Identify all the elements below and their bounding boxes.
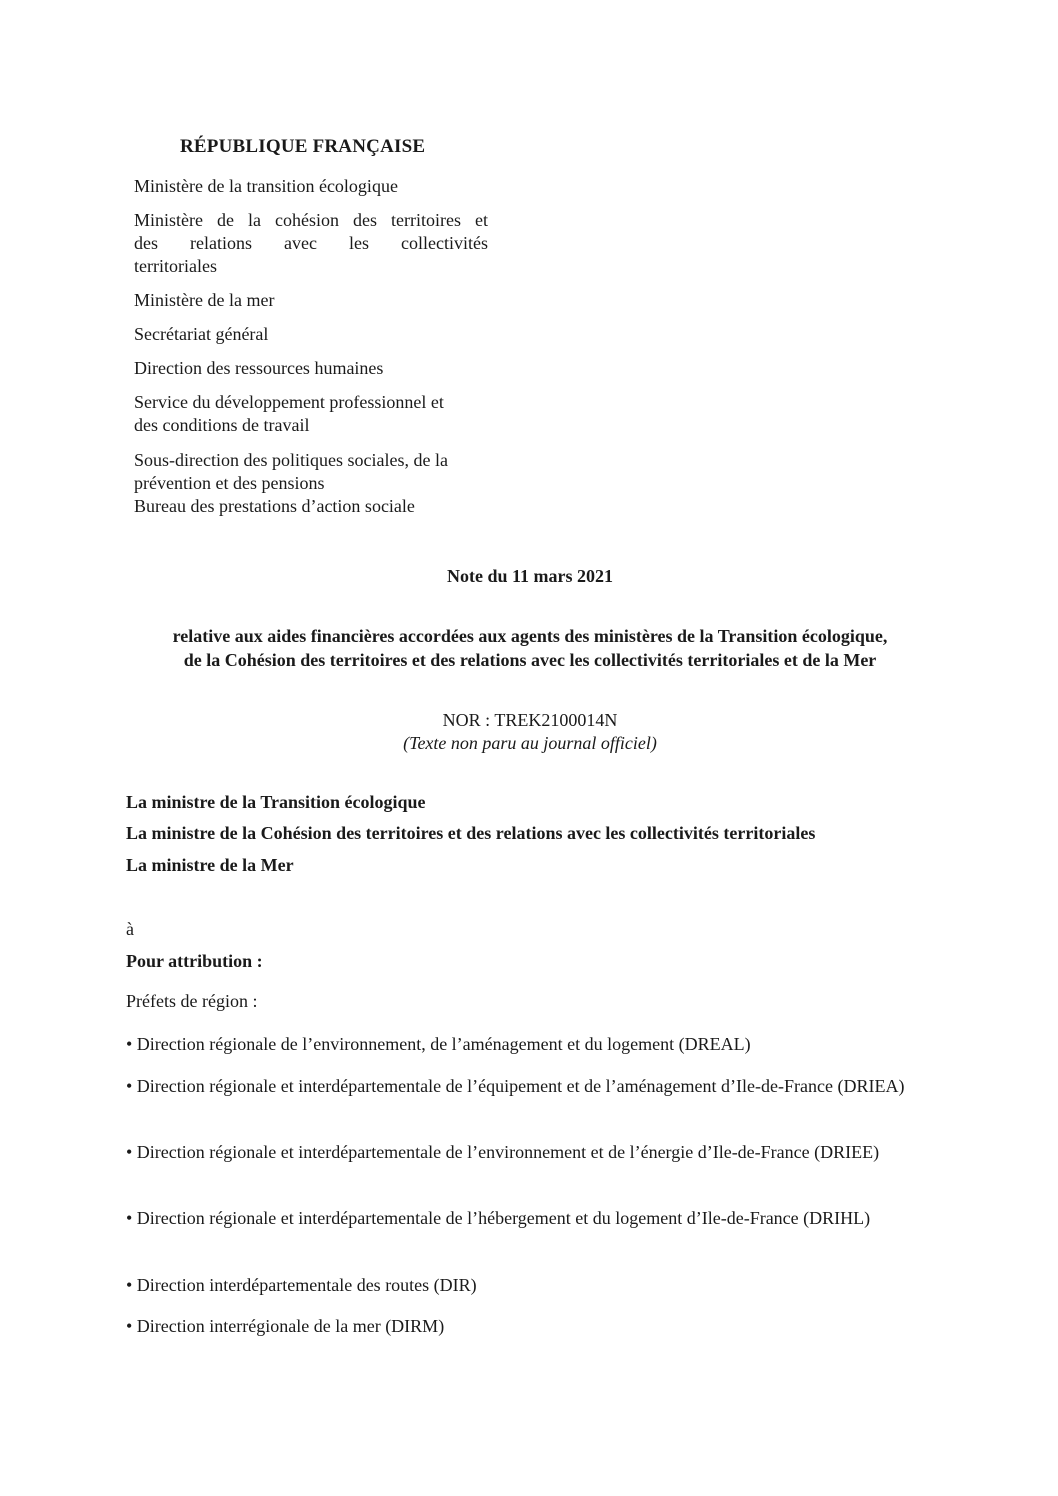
secretariat: Secrétariat général bbox=[134, 324, 269, 344]
publication-note: (Texte non paru au journal officiel) bbox=[403, 733, 657, 753]
service-line2: des conditions de travail bbox=[134, 415, 310, 435]
sous-direction bbox=[134, 449, 488, 518]
direction-rh: Direction des ressources humaines bbox=[134, 358, 384, 378]
signatory-sea: La ministre de la Mer bbox=[126, 855, 294, 875]
note-title: Note du 11 mars 2021 bbox=[447, 566, 613, 586]
attribution-heading: Pour attribution : bbox=[126, 951, 263, 971]
recipient-item: • Direction régionale et interdépartementale de l’hébergement et du logement d’Ile-de-France (DRIHL) bbox=[126, 1208, 871, 1228]
ministry-sea: Ministère de la mer bbox=[134, 290, 275, 310]
bureau: Bureau des prestations d’action sociale bbox=[134, 496, 415, 516]
prefets-label: Préfets de région : bbox=[126, 991, 258, 1011]
note-subject-line2: de la Cohésion des territoires et des relations avec les collectivités territoriales et de la Mer bbox=[183, 650, 877, 670]
service-line1: Service du développement professionnel et bbox=[134, 392, 444, 412]
recipient-to: à bbox=[126, 919, 134, 939]
nor-reference: NOR : TREK2100014N bbox=[442, 710, 618, 730]
ministry-territories-line2: des relations avec les collectivités bbox=[134, 233, 488, 253]
recipient-item: • Direction interrégionale de la mer (DIRM) bbox=[126, 1316, 445, 1336]
recipient-item: • Direction interdépartementale des routes (DIR) bbox=[126, 1275, 477, 1295]
recipient-item: • Direction régionale de l’environnement, de l’aménagement et du logement (DREAL) bbox=[126, 1034, 751, 1054]
note-subject-line1: relative aux aides financières accordées aux agents des ministères de la Transition écologique, bbox=[172, 626, 888, 646]
sous-direction-line2: prévention et des pensions bbox=[134, 473, 325, 493]
recipient-item: • Direction régionale et interdépartementale de l’équipement et de l’aménagement d’Ile-de-France (DRIEA) bbox=[126, 1076, 905, 1096]
note-subject bbox=[110, 624, 950, 672]
ministry-territories-line1: Ministère de la cohésion des territoires et bbox=[134, 210, 488, 230]
signatory-ecology: La ministre de la Transition écologique bbox=[126, 792, 426, 812]
republic-title: RÉPUBLIQUE FRANÇAISE bbox=[180, 136, 426, 157]
service bbox=[134, 391, 488, 437]
signatory-territories: La ministre de la Cohésion des territoires et des relations avec les collectivités territoriales bbox=[126, 823, 816, 843]
ministry-territories-line3: territoriales bbox=[134, 256, 217, 276]
recipient-item: • Direction régionale et interdépartementale de l’environnement et de l’énergie d’Ile-de-France (DRIEE) bbox=[126, 1142, 880, 1162]
ministry-territories bbox=[134, 209, 488, 278]
sous-direction-line1: Sous-direction des politiques sociales, de la bbox=[134, 450, 448, 470]
ministry-ecology: Ministère de la transition écologique bbox=[134, 176, 398, 196]
